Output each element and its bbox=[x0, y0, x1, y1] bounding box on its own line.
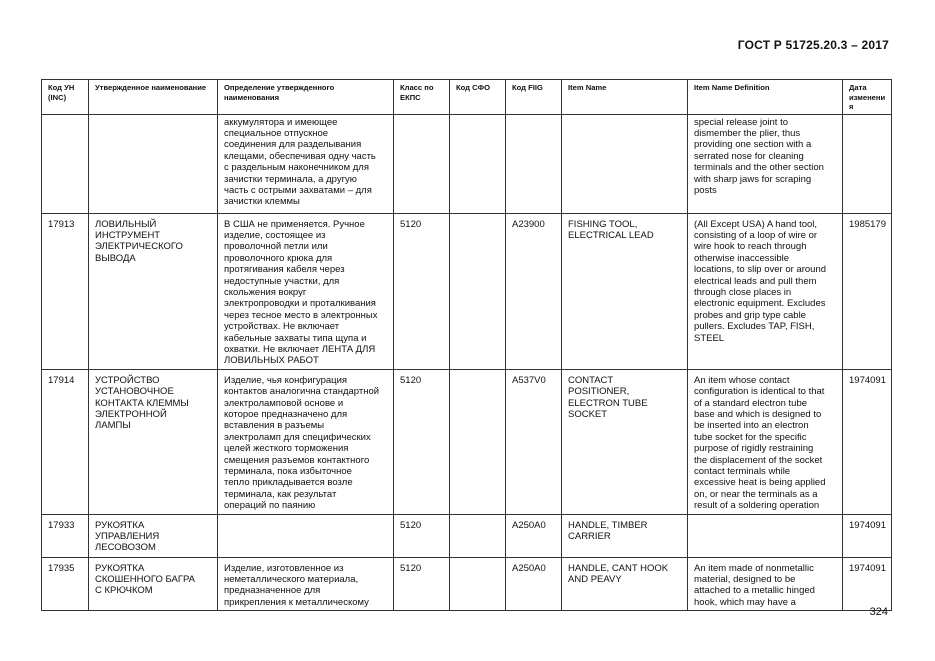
cell-inc: 17935 bbox=[42, 557, 89, 611]
cell-sfo-code bbox=[450, 514, 506, 557]
cell-approved-name: ЛОВИЛЬНЫЙ ИНСТРУМЕНТ ЭЛЕКТРИЧЕСКОГО ВЫВОДА bbox=[89, 213, 218, 369]
cell-class: 5120 bbox=[394, 557, 450, 611]
cell-item-name: CONTACT POSITIONER, ELECTRON TUBE SOCKET bbox=[562, 369, 688, 514]
column-header-approved-name: Утвержденное наименование bbox=[89, 80, 218, 115]
cell-item-name-definition: special release joint to dismember the plier, thus providing one section with a serrated nose for cleaning terminals and the other section with sharp jaws for scraping posts bbox=[688, 114, 843, 213]
page-number: 324 bbox=[869, 606, 888, 618]
table-header-row bbox=[42, 80, 892, 115]
cell-item-name bbox=[562, 114, 688, 213]
column-header-class: Класс по ЕКПС bbox=[394, 80, 450, 115]
cell-item-name-definition: (All Except USA) A hand tool, consisting of a loop of wire or wire hook to reach through otherwise inaccessible locations, to slip over or around electrical leads and pull them through close places in electronic equipment. Excludes probes and grip type cable pullers. Excludes TAP, FISH, STEEL bbox=[688, 213, 843, 369]
cell-sfo-code bbox=[450, 213, 506, 369]
document-header: ГОСТ Р 51725.20.3 – 2017 bbox=[737, 38, 889, 52]
cell-name-definition: Изделие, чья конфигурация контактов аналогична стандартной электроламповой основе и которое предназначено для вставления в разъемы электроламп для специфических целей жесткого торможения смещения разъемов контактного терминала, пока избыточное тепло прикладывается возле терминала, как результат операций по паянию bbox=[218, 369, 394, 514]
column-header-inc: Код УН (INC) bbox=[42, 80, 89, 115]
cell-change-date: 1974091 bbox=[843, 369, 892, 514]
cell-name-definition bbox=[218, 514, 394, 557]
cell-class: 5120 bbox=[394, 369, 450, 514]
cell-item-name-definition: An item made of nonmetallic material, designed to be attached to a metallic hinged hook, which may have a bbox=[688, 557, 843, 611]
table-row-17914 bbox=[42, 369, 892, 514]
cell-name-definition: Изделие, изготовленное из неметаллического материала, предназначенное для прикрепления к металлическому bbox=[218, 557, 394, 611]
cell-item-name-definition: An item whose contact configuration is identical to that of a standard electron tube base and which is designed to be inserted into an electron tube socket for the specific purpose of rigidly restraining the displacement of the socket contact terminals while excessive heat is being applied on, or near the terminals as a result of a soldering operation bbox=[688, 369, 843, 514]
cell-sfo-code bbox=[450, 114, 506, 213]
table-row-17935 bbox=[42, 557, 892, 611]
cell-approved-name: УСТРОЙСТВО УСТАНОВОЧНОЕ КОНТАКТА КЛЕММЫ ЭЛЕКТРОННОЙ ЛАМПЫ bbox=[89, 369, 218, 514]
column-header-sfo-code: Код СФО bbox=[450, 80, 506, 115]
column-header-name-definition: Определение утвержденного наименования bbox=[218, 80, 394, 115]
cell-item-name: HANDLE, TIMBER CARRIER bbox=[562, 514, 688, 557]
cell-class: 5120 bbox=[394, 213, 450, 369]
cell-change-date: 1985179 bbox=[843, 213, 892, 369]
cell-fiig-code: A250A0 bbox=[506, 557, 562, 611]
cell-inc: 17914 bbox=[42, 369, 89, 514]
cell-class: 5120 bbox=[394, 514, 450, 557]
nomenclature-table bbox=[41, 79, 892, 611]
cell-inc: 17913 bbox=[42, 213, 89, 369]
column-header-change-date: Дата изменения bbox=[843, 80, 892, 115]
table-row-continuation bbox=[42, 114, 892, 213]
column-header-item-name-definition: Item Name Definition bbox=[688, 80, 843, 115]
cell-class bbox=[394, 114, 450, 213]
column-header-item-name: Item Name bbox=[562, 80, 688, 115]
cell-inc bbox=[42, 114, 89, 213]
cell-approved-name: РУКОЯТКА УПРАВЛЕНИЯ ЛЕСОВОЗОМ bbox=[89, 514, 218, 557]
cell-sfo-code bbox=[450, 369, 506, 514]
cell-item-name: HANDLE, CANT HOOK AND PEAVY bbox=[562, 557, 688, 611]
cell-approved-name bbox=[89, 114, 218, 213]
cell-change-date bbox=[843, 114, 892, 213]
table-row-17933 bbox=[42, 514, 892, 557]
cell-change-date: 1974091 bbox=[843, 514, 892, 557]
cell-fiig-code: A250A0 bbox=[506, 514, 562, 557]
cell-name-definition: В США не применяется. Ручное изделие, состоящее из проволочной петли или проволочного крюка для протягивания кабеля через недоступные участки, для скольжения вокруг электропроводки и проталкивания через тесное место в электронных устройствах. Не включает кабельные захваты типа щупа и охватки. Не включает ЛЕНТА ДЛЯ ЛОВИЛЬНЫХ РАБОТ bbox=[218, 213, 394, 369]
cell-item-name-definition bbox=[688, 514, 843, 557]
cell-fiig-code bbox=[506, 114, 562, 213]
cell-item-name: FISHING TOOL, ELECTRICAL LEAD bbox=[562, 213, 688, 369]
cell-inc: 17933 bbox=[42, 514, 89, 557]
cell-fiig-code: A23900 bbox=[506, 213, 562, 369]
cell-fiig-code: A537V0 bbox=[506, 369, 562, 514]
cell-change-date: 1974091 bbox=[843, 557, 892, 611]
cell-name-definition: аккумулятора и имеющее специальное отпускное соединения для разделывания клещами, обеспечивая одну часть с раздельным наконечником для зачистки терминала, а другую часть с острыми захватами – для зачистки клеммы bbox=[218, 114, 394, 213]
cell-approved-name: РУКОЯТКА СКОШЕННОГО БАГРА С КРЮЧКОМ bbox=[89, 557, 218, 611]
column-header-fiig-code: Код FIIG bbox=[506, 80, 562, 115]
table-row-17913 bbox=[42, 213, 892, 369]
cell-sfo-code bbox=[450, 557, 506, 611]
